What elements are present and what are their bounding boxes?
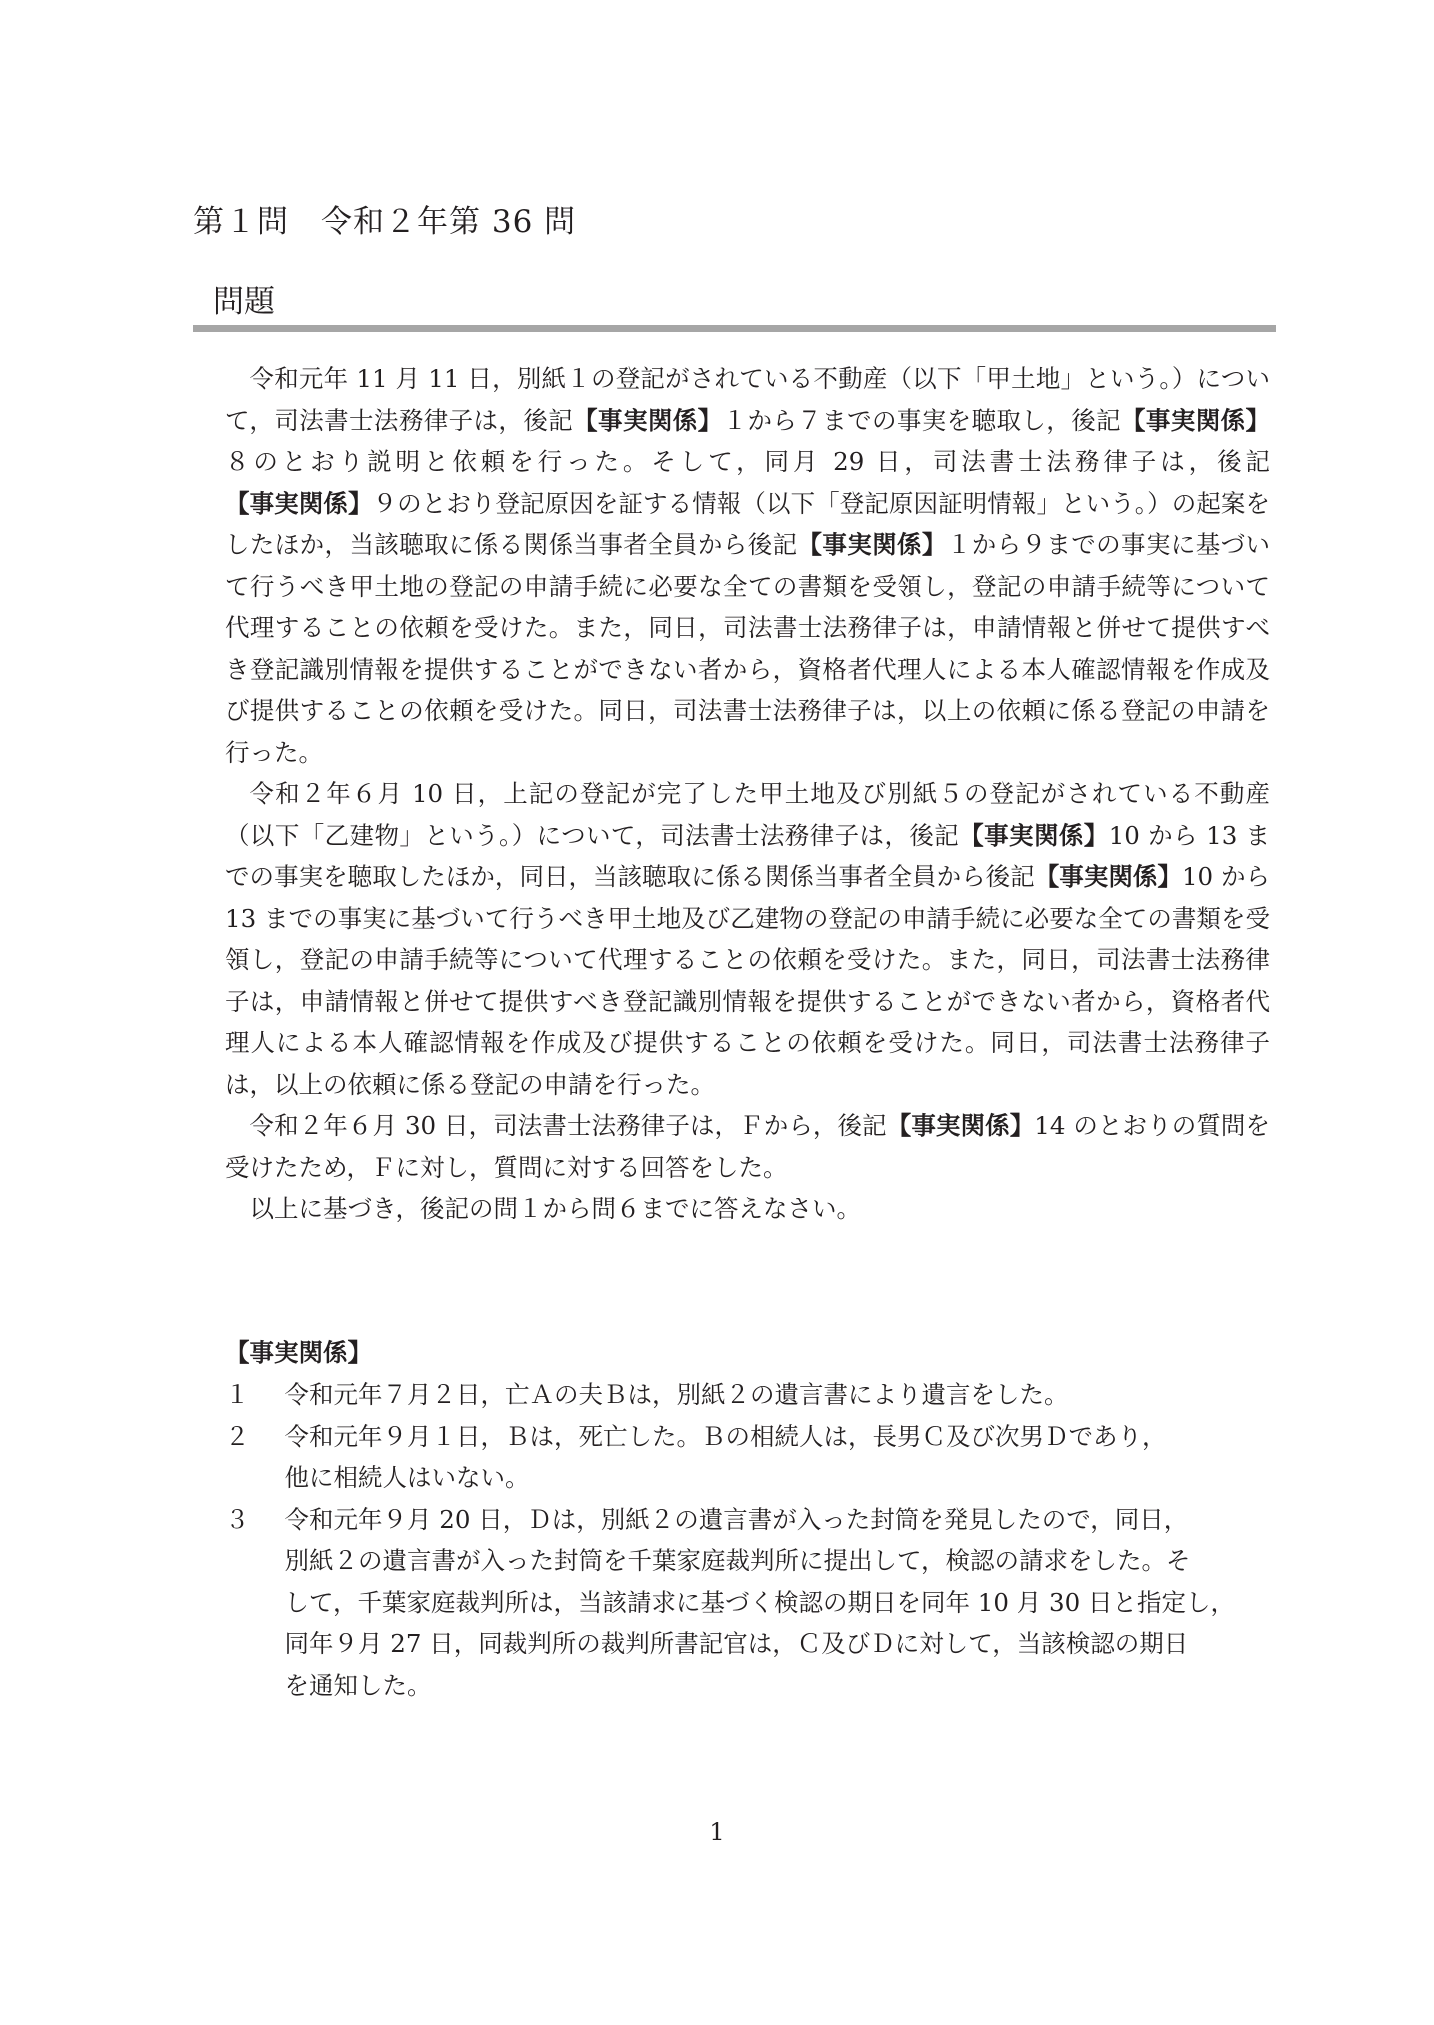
fact-line: 令和元年７月２日，亡Ａの夫Ｂは，別紙２の遺言書により遺言をした。 bbox=[284, 1380, 1069, 1409]
text-segment: ９のとおり登記原因を証する情報（以下「登記原因証明情報」という。）の起案をしたほか，当該聴取に係る関係当事者全員から後記 bbox=[225, 488, 1271, 559]
fact-item bbox=[225, 1374, 1273, 1416]
page-number: 1 bbox=[709, 1818, 725, 1846]
intro-paragraph bbox=[225, 1188, 1270, 1230]
text-segment: １から９までの事実に基づいて行うべき甲土地の登記の申請手続に必要な全ての書類を受領し，登記の申請手続等について代理することの依頼を受けた。また，同日，司法書士法務律子は，申請情報と併せて提供すべき登記識別情報を提供することができない者から，資格者代理人による本人確認情報を作成及び提供することの依頼を受けた。同日，司法書士法務律子は，以上の依頼に係る登記の申請を行った。 bbox=[225, 530, 1271, 767]
intro-body bbox=[225, 358, 1270, 1230]
text-segment: 令和元年 11 月 11 日，別紙１の登記がされている不動産（以下「甲土地」という。）について，司法書士法務律子は，後記 bbox=[225, 364, 1270, 435]
fact-line: 令和元年９月 20 日，Ｄは，別紙２の遺言書が入った封筒を発見したので，同日， bbox=[284, 1504, 1189, 1534]
facts-list bbox=[225, 1374, 1273, 1706]
fact-item bbox=[225, 1499, 1273, 1707]
facts-reference: 【事実関係】 bbox=[959, 820, 1109, 850]
heading-divider bbox=[193, 325, 1276, 332]
facts-reference: 【事実関係】 bbox=[573, 405, 723, 435]
text-segment: 令和２年６月 30 日，司法書士法務律子は，Ｆから，後記 bbox=[249, 1111, 887, 1140]
fact-text bbox=[260, 1499, 1273, 1707]
facts-reference: 【事実関係】 bbox=[1034, 862, 1182, 891]
question-heading: 第１問 令和２年第 36 問 bbox=[193, 204, 577, 240]
text-segment: 10 から 13 までの事実に基づいて行うべき甲土地及び乙建物の登記の申請手続に必要な全ての書類を受領し，登記の申請手続等について代理することの依頼を受けた。また，同日，司法書士法務律子は，申請情報と併せて提供すべき登記識別情報を提供することができない者から，資格者代理人による本人確認情報を作成及び提供することの依頼を受けた。同日，司法書士法務律子は，以上の依頼に係る登記の申請を行った。 bbox=[225, 862, 1271, 1099]
intro-paragraph bbox=[225, 773, 1270, 1105]
facts-title: 【事実関係】 bbox=[225, 1338, 372, 1367]
text-segment: 以上に基づき，後記の問１から問６までに答えなさい。 bbox=[249, 1194, 862, 1223]
fact-number: ２ bbox=[225, 1421, 250, 1451]
facts-reference: 【事実関係】 bbox=[1121, 405, 1271, 435]
intro-paragraph bbox=[225, 358, 1270, 773]
fact-item bbox=[225, 1416, 1273, 1499]
text-segment: 令和２年６月 10 日，上記の登記が完了した甲土地及び別紙５の登記がされている不動産（以下「乙建物」という。）について，司法書士法務律子は，後記 bbox=[225, 779, 1270, 850]
fact-number: ３ bbox=[225, 1504, 250, 1534]
fact-line: 同年９月 27 日，同裁判所の裁判所書記官は，Ｃ及びＤに対して，当該検認の期日 bbox=[284, 1629, 1189, 1658]
text-segment: ８のとおり説明と依頼を行った。そして，同月 29 日，司法書士法務律子は，後記 bbox=[225, 447, 1270, 476]
facts-reference: 【事実関係】 bbox=[886, 1111, 1035, 1140]
fact-line: 別紙２の遺言書が入った封筒を千葉家庭裁判所に提出して，検認の請求をした。そ bbox=[284, 1546, 1191, 1575]
text-segment: 14 のとおりの質問を受けたため，Ｆに対し，質問に対する回答をした。 bbox=[225, 1111, 1271, 1182]
facts-reference: 【事実関係】 bbox=[797, 530, 947, 559]
intro-paragraph bbox=[225, 1105, 1270, 1188]
fact-number: １ bbox=[225, 1380, 250, 1409]
fact-line: して，千葉家庭裁判所は，当該請求に基づく検認の期日を同年 10 月 30 日と指定し， bbox=[284, 1587, 1236, 1617]
text-segment: 10 から 13 までの事実を聴取したほか，同日，当該聴取に係る関係当事者全員から後記 bbox=[225, 820, 1271, 891]
fact-line: を通知した。 bbox=[284, 1670, 432, 1700]
facts-reference: 【事実関係】 bbox=[225, 488, 373, 518]
text-segment: １から７までの事実を聴取し，後記 bbox=[722, 405, 1121, 435]
fact-line: 他に相続人はいない。 bbox=[284, 1463, 530, 1492]
fact-line: 令和元年９月１日，Ｂは，死亡した。Ｂの相続人は，長男Ｃ及び次男Ｄであり， bbox=[284, 1421, 1167, 1451]
section-subheading: 問題 bbox=[213, 284, 275, 320]
fact-text bbox=[260, 1416, 1273, 1499]
fact-text bbox=[260, 1374, 1273, 1416]
